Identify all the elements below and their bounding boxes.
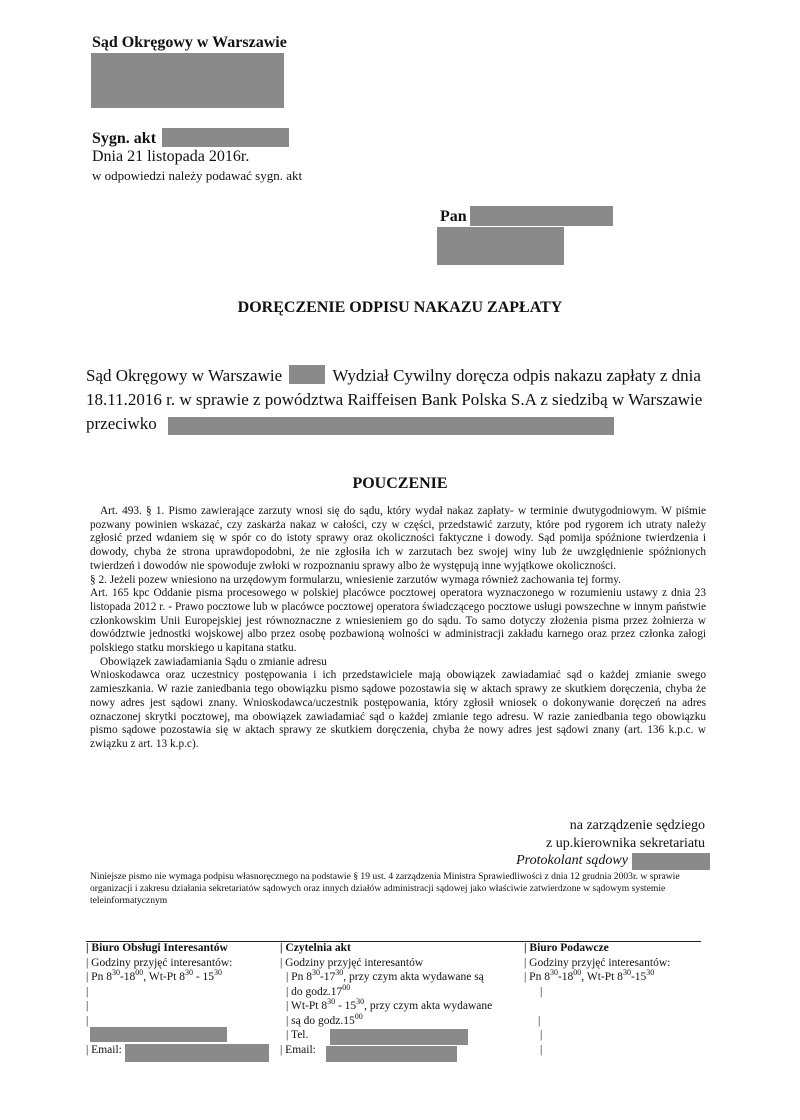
office-hours: | są do $godz.15^{00}$	[286, 1011, 363, 1027]
redacted-phone	[330, 1029, 468, 1045]
pouczenie-paragraph: Obowiązek zawiadamiania Sądu o zmianie adresu	[100, 655, 327, 668]
footer-note: Niniejsze pismo nie wymaga podpisu własnoręcznego na podstawie § 19 ust. 4 zarządzenia Ministra Sprawiedliwości z dnia 12 grudnia 2003r. w sprawie organizacji i zakresu działania sekretariatów sądowych oraz innych działów administracji sądowej jako właściwie zatwierdzone w sądowym systemie teleinformatycznym	[90, 871, 680, 906]
pouczenie-paragraph: Art. 165 kpc Oddanie pisma procesowego w polskiej placówce pocztowej operatora wyznaczonego w rozumieniu ustawy z dnia 23 listopada 2012 r. - Prawo pocztowe lub w placówce pocztowej operatora świadczącego pocztowe usługi powszechne w innym państwie członkowskim Unii Europejskiej jest równoznaczne z wniesieniem go do sądu. To samo dotyczy złożenia pisma przez żołnierza w dowództwie jednostki wojskowej albo przez osobę pozbawioną wolności w administracji zakładu karnego oraz przez członka załogi polskiego statku morskiego u kapitana statku.	[90, 587, 706, 655]
body-court: Sąd Okręgowy w Warszawie	[86, 366, 283, 385]
pouczenie-paragraph: § 2. Jeżeli pozew wniesiono na urzędowym formularzu, wniesienie zarzutów wymaga również zachowania tej formy.	[90, 573, 621, 586]
office-hours-label: | Godziny przyjęć interesantów	[280, 956, 424, 969]
redacted-court-address	[91, 53, 284, 108]
office-email: | Email:	[86, 1044, 122, 1056]
court-name: Sąd Okręgowy w Warszawie	[92, 34, 287, 51]
pouczenie-text	[90, 505, 706, 752]
pouczenie-paragraph: Wnioskodawca oraz uczestnicy postępowania i ich przedstawiciele mają obowiązek zawiadamiać sąd o każdej zmianie swego zamieszkania. W razie zaniedbania tego obowiązku pismo sądowe pozostawia się w aktach sprawy ze skutkiem doręczenia, chyba że nowy adres jest sądowi znany. Wnioskodawca/uczestnik postępowania, który zgłosił wniosek o dokonywanie doręczeń na adres oznaczonej skrytki pocztowej, ma obowiązek zawiadamiać sąd o każdej zmianie tego adresu. W razie zaniedbania tego obowiązku pismo sądowe pozostawia się w aktach sprawy ze skutkiem doręczenia, chyba że nowy adres jest sądowi znany (art. 136 k.p.c. w związku z art. 13 k.p.c).	[90, 669, 706, 750]
redacted-case-number	[162, 128, 289, 147]
office-hours: | Wt-Pt $8^{30} - 15^{30}$, przy czym akta wydawane	[286, 997, 493, 1012]
office-biuro: | Biuro Obsługi Interesantów | Godziny przyjęć interesantów: | Pn $8^{30}-18^{00}$, Wt-Pt $8^{30} - 15^{30}$ | | | | Email:	[86, 942, 233, 1056]
redacted-defendant	[168, 417, 614, 435]
office-hours-label: | Godziny przyjęć interesantów:	[524, 956, 671, 969]
document-date: Dnia 21 listopada 2016r.	[92, 148, 250, 165]
pouczenie-paragraph: Art. 493. § 1. Pismo zawierające zarzuty wnosi się do sądu, który wydał nakaz zapłaty- w terminie dwutygodniowym. W piśmie pozwany powinien wskazać, czy zaskarża nakaz w całości, czy w części, przedstawić zarzuty, które pod rygorem ich utraty należy zgłosić przed wdaniem się w spór co do istoty sprawy oraz okoliczności faktyczne i dowody. Sąd pomija spóźnione twierdzenia i dowody, chyba że strona uprawdopodobni, że nie zgłosiła ich w zarzutach bez swojej winy lub że uwzględnienie spóźnionych twierdzeń i dowodów nie spowoduje zwłoki w rozpoznaniu sprawy albo że występują inne wyjątkowe okoliczności.	[90, 505, 706, 572]
office-title: | Czytelnia akt	[280, 942, 351, 954]
redacted-division-number	[289, 365, 325, 384]
signature-line-1: na zarządzenie sędziego	[569, 818, 705, 833]
body-division: Wydział Cywilny doręcza odpis nakazu zapłaty z dnia	[332, 366, 701, 385]
body-line-1	[86, 364, 708, 388]
pouczenie-title: POUCZENIE	[352, 475, 448, 492]
reply-note: w odpowiedzi należy podawać sygn. akt	[92, 168, 303, 183]
office-hours-label: | Godziny przyjęć interesantów:	[86, 956, 233, 969]
redacted-clerk-name	[632, 853, 710, 870]
office-title: | Biuro Obsługi Interesantów	[86, 942, 228, 954]
office-title: | Biuro Podawcze	[524, 942, 609, 954]
redacted-addressee-address	[437, 227, 564, 265]
office-hours: | do $godz.17^{00}$	[286, 982, 351, 998]
addressee-salutation: Pan	[440, 208, 467, 225]
redacted-office-address	[90, 1027, 227, 1042]
redacted-email	[125, 1044, 269, 1062]
case-number-label: Sygn. akt	[92, 130, 157, 147]
office-podawcze: | Biuro Podawcze | Godziny przyjęć interesantów: | Pn $8^{30}-18^{00}$, Wt-Pt $8^{30}-15^{30}$ | | | |	[524, 942, 671, 1056]
office-hours: | Pn $8^{30}-17^{30}$, przy czym akta wydawane są	[286, 968, 484, 983]
office-phone: | Tel.	[286, 1029, 309, 1041]
body-against: przeciwko	[86, 414, 157, 433]
office-hours: | Pn $8^{30}-18^{00}$, Wt-Pt $8^{30} - 15^{30}$	[86, 968, 223, 983]
office-hours: | Pn $8^{30}-18^{00}$, Wt-Pt $8^{30}-15^{30}$	[524, 968, 655, 983]
clerk-title: Protokolant sądowy	[516, 853, 628, 868]
body-line-2: 18.11.2016 r. w sprawie z powództwa Raiffeisen Bank Polska S.A z siedzibą w Warszawie	[86, 390, 703, 409]
signature-line-2: z up.kierownika sekretariatu	[546, 836, 705, 851]
redacted-email	[326, 1046, 457, 1062]
office-email: | Email:	[280, 1043, 316, 1056]
redacted-addressee-name	[470, 206, 613, 226]
document-title: DORĘCZENIE ODPISU NAKAZU ZAPŁATY	[237, 299, 563, 316]
